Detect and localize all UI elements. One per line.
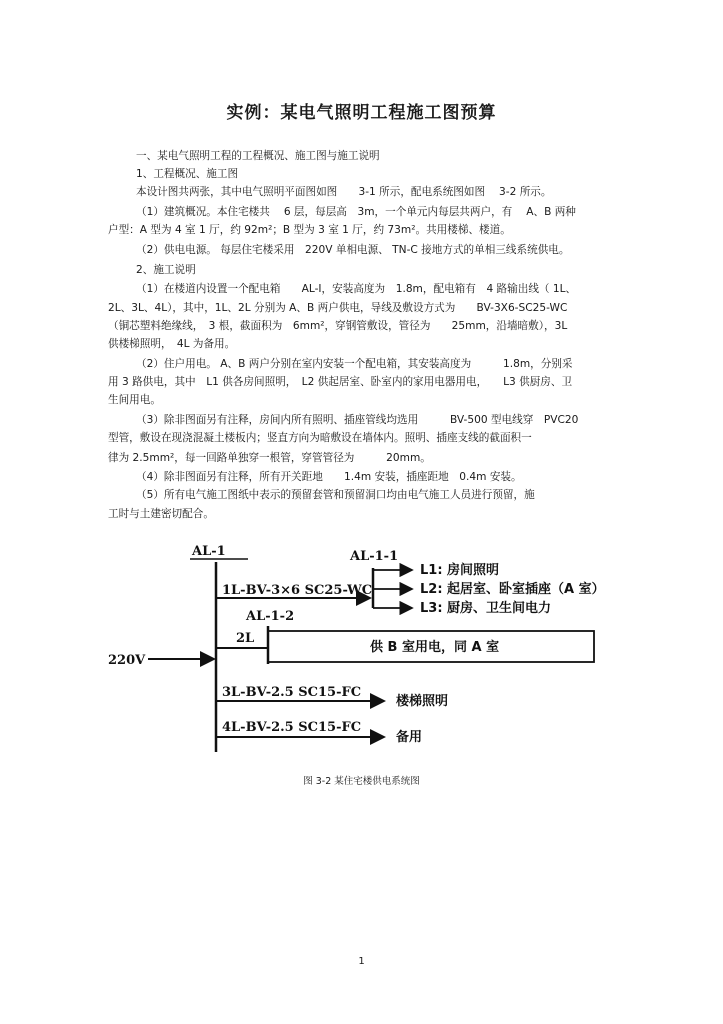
branch-l1-label: L1: 房间照明 xyxy=(420,563,500,578)
paragraph-line: 型管，敷设在现浇混凝土楼板内；竖直方向为暗敷设在墙体内。照明、插座支线的截面积一 xyxy=(108,432,532,444)
sub-box-a-label: AL-1-1 xyxy=(350,549,399,564)
branch-l2-label: L2: 起居室、卧室插座（A 室） xyxy=(420,582,605,597)
main-box-label: AL-1 xyxy=(192,544,226,559)
subsection-heading: 1、工程概况、施工图 xyxy=(136,168,239,180)
paragraph-line: （1）建筑概况。本住宅楼共 6 层，每层高 3m，一个单元内每层共两户，有 A、B 两种 xyxy=(136,206,576,218)
paragraph-line: （铜芯塑料绝缘线， 3 根，截面积为 6mm²，穿钢管敷设，管径为 25mm，沿墙暗敷），3L xyxy=(108,320,568,332)
paragraph-line: 供楼梯照明， 4L 为备用。 xyxy=(108,338,236,350)
paragraph-line: 本设计图共两张，其中电气照明平面图如图 3-1 所示，配电系统图如图 3-2 所示。 xyxy=(136,186,552,198)
paragraph-line: （3）除非图面另有注释，房间内所有照明、插座管线均选用 BV-500 型电线穿 PVC20 xyxy=(136,414,579,426)
power-system-diagram xyxy=(0,538,723,768)
circuit-2-label: 2L xyxy=(236,631,255,646)
paragraph-line: （2）供电电源。 每层住宅楼采用 220V 单相电源、 TN-C 接地方式的单相三线系统供电。 xyxy=(136,244,570,256)
figure-caption: 图 3-2 某住宅楼供电系统图 xyxy=(303,776,420,787)
paragraph-line: 2L、3L、4L），其中，1L、2L 分别为 A、B 两户供电，导线及敷设方式为 BV-3X6-SC25-WC xyxy=(108,302,568,314)
circuit-1-label: 1L-BV-3×6 SC25-WC xyxy=(222,583,373,598)
paragraph-line: 户型：A 型为 4 室 1 厅，约 92m²；B 型为 3 室 1 厅，约 73m²。共用楼梯、楼道。 xyxy=(108,224,511,236)
paragraph-line: （5）所有电气施工图纸中表示的预留套管和预留洞口均由电气施工人员进行预留，施 xyxy=(136,489,535,501)
box-b-text: 供 B 室用电，同 A 室 xyxy=(370,640,500,655)
sub-box-b-label: AL-1-2 xyxy=(246,609,295,624)
spare-label: 备用 xyxy=(396,730,423,745)
paragraph-line: （4）除非图面另有注释，所有开关距地 1.4m 安装，插座距地 0.4m 安装。 xyxy=(136,471,522,483)
page-title: 实例：某电气照明工程施工图预算 xyxy=(226,103,497,123)
paragraph-line: （1）在楼道内设置一个配电箱 AL-I，安装高度为 1.8m，配电箱有 4 路输出线（ 1L、 xyxy=(136,283,577,295)
branch-l3-label: L3: 厨房、卫生间电力 xyxy=(420,601,552,616)
paragraph-line: 工时与土建密切配合。 xyxy=(108,508,214,520)
circuit-3-label: 3L-BV-2.5 SC15-FC xyxy=(222,685,362,700)
section-heading: 一、某电气照明工程的工程概况、施工图与施工说明 xyxy=(136,150,380,162)
paragraph-line: （2）住户用电。 A、B 两户分别在室内安装一个配电箱，其安装高度为 1.8m，分别采 xyxy=(136,358,573,370)
subsection-heading: 2、施工说明 xyxy=(136,264,196,276)
supply-label: 220V xyxy=(108,653,146,668)
circuit-4-label: 4L-BV-2.5 SC15-FC xyxy=(222,720,362,735)
stair-light-label: 楼梯照明 xyxy=(396,694,449,709)
paragraph-line: 用 3 路供电，其中 L1 供各房间照明， L2 供起居室、卧室内的家用电器用电， L3 供厨房、卫 xyxy=(108,376,573,388)
paragraph-line: 律为 2.5mm²，每一回路单独穿一根管，穿管管径为 20mm。 xyxy=(108,452,431,464)
page-number: 1 xyxy=(358,956,365,967)
paragraph-line: 生间用电。 xyxy=(108,394,161,406)
